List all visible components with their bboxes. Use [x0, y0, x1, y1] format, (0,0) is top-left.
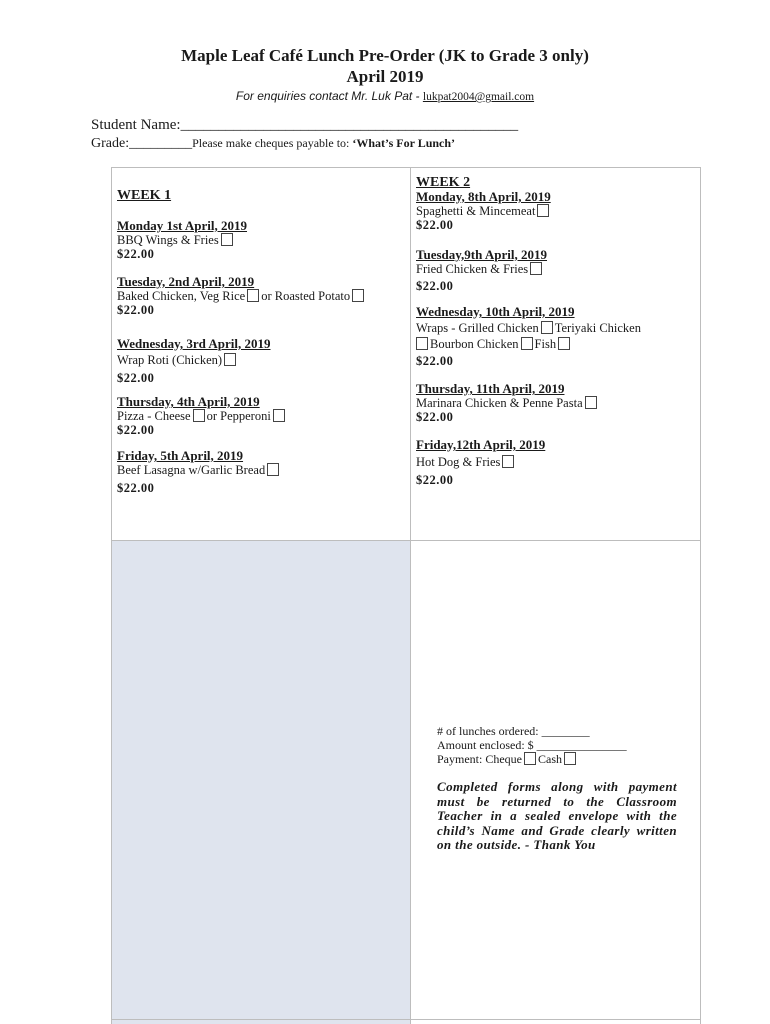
week2-cell [416, 176, 700, 487]
menu-item: Wrap Roti (Chicken) [117, 353, 223, 367]
menu-price: $22.00 [416, 218, 454, 232]
cash-checkbox[interactable] [564, 752, 576, 765]
order-checkbox[interactable] [502, 455, 514, 468]
order-checkbox[interactable] [558, 337, 570, 350]
table-column-divider [410, 167, 411, 1024]
week1-heading: WEEK 1 [117, 188, 172, 203]
menu-item-option: or Pepperoni [206, 409, 271, 423]
week2-day-date: Thursday, 11th April, 2019 [416, 381, 565, 396]
order-checkbox[interactable] [352, 289, 364, 302]
week2-day-date: Friday,12th April, 2019 [416, 437, 546, 452]
grade-label: Grade: [91, 136, 130, 151]
enquiry-line [0, 89, 770, 104]
week1-day-date: Monday 1st April, 2019 [117, 218, 248, 233]
table-row-divider-bottom [111, 1019, 701, 1020]
menu-price: $22.00 [416, 473, 454, 487]
menu-item: BBQ Wings & Fries [117, 233, 219, 247]
order-checkbox[interactable] [273, 409, 285, 422]
enquiry-text: For enquiries contact Mr. Luk Pat - [235, 89, 423, 103]
return-instructions: Completed forms along with payment must be returned to the Classroom Teacher in a sealed envelope with the child’s Name and Grade clearly written on the outside. - Thank You [437, 779, 677, 852]
order-checkbox[interactable] [530, 262, 542, 275]
grade-blank[interactable]: _________ [129, 136, 193, 151]
table-row-divider [111, 540, 701, 541]
table-border-left [111, 167, 112, 1024]
order-checkbox[interactable] [521, 337, 533, 350]
menu-item: Beef Lasagna w/Garlic Bread [117, 463, 266, 477]
week1-day-date: Thursday, 4th April, 2019 [117, 394, 260, 409]
menu-item: Baked Chicken, Veg Rice [117, 289, 246, 303]
order-checkbox[interactable] [224, 353, 236, 366]
amount-enclosed-field[interactable]: Amount enclosed: $ _______________ [437, 738, 627, 752]
menu-item: Spaghetti & Mincemeat [416, 204, 536, 218]
menu-price: $22.00 [117, 303, 155, 317]
order-checkbox[interactable] [416, 337, 428, 350]
order-summary [437, 724, 677, 853]
week1-day-date: Friday, 5th April, 2019 [117, 448, 244, 463]
week1-day-date: Wednesday, 3rd April, 2019 [117, 336, 271, 351]
cheque-note: Please make cheques payable to: [192, 136, 353, 150]
menu-price: $22.00 [416, 279, 454, 293]
week2-heading: WEEK 2 [416, 175, 471, 190]
student-name-field[interactable] [91, 117, 518, 134]
cash-label: Cash [537, 752, 562, 766]
menu-price: $22.00 [416, 410, 454, 424]
menu-price: $22.00 [117, 247, 155, 261]
order-checkbox[interactable] [193, 409, 205, 422]
week1-cell [117, 189, 407, 495]
menu-item: Marinara Chicken & Penne Pasta [416, 396, 583, 410]
week2-day-date: Tuesday,9th April, 2019 [416, 247, 548, 262]
menu-price: $22.00 [117, 481, 155, 495]
week1-day-date: Tuesday, 2nd April, 2019 [117, 274, 255, 289]
week2-day-date: Wednesday, 10th April, 2019 [416, 304, 575, 319]
menu-item: Hot Dog & Fries [416, 455, 501, 469]
menu-item-option: Fish [534, 337, 557, 351]
cheque-checkbox[interactable] [524, 752, 536, 765]
menu-price: $22.00 [416, 354, 454, 368]
menu-item: Pizza - Cheese [117, 409, 191, 423]
menu-item: Fried Chicken & Fries [416, 262, 529, 276]
student-name-label: Student Name: [91, 117, 181, 133]
lunches-ordered-field[interactable]: # of lunches ordered: ________ [437, 724, 590, 738]
menu-item-option: Bourbon Chicken [430, 337, 519, 351]
enquiry-email-link[interactable]: lukpat2004@gmail.com [422, 91, 535, 103]
payment-label: Payment: Cheque [437, 752, 522, 766]
order-checkbox[interactable] [585, 396, 597, 409]
menu-item-option: Teriyaki Chicken [554, 321, 641, 335]
order-checkbox[interactable] [541, 321, 553, 334]
menu-price: $22.00 [117, 423, 155, 437]
cheque-payee: ‘What’s For Lunch’ [352, 136, 456, 150]
order-checkbox[interactable] [537, 204, 549, 217]
grade-field[interactable] [91, 136, 455, 152]
week2-day-date: Monday, 8th April, 2019 [416, 189, 551, 204]
menu-price: $22.00 [117, 371, 155, 385]
form-month: April 2019 [346, 67, 424, 86]
menu-item-option: or Roasted Potato [261, 289, 351, 303]
payment-method [437, 752, 677, 766]
student-name-blank[interactable]: _____________________________________________ [180, 117, 519, 133]
menu-item: Wraps - Grilled Chicken [416, 321, 539, 335]
table-border-right [700, 167, 701, 1024]
table-border-top [111, 167, 701, 168]
order-checkbox[interactable] [221, 233, 233, 246]
order-checkbox[interactable] [267, 463, 279, 476]
form-title: Maple Leaf Café Lunch Pre-Order (JK to Grade 3 only) [181, 46, 589, 65]
shaded-cell [112, 541, 410, 1024]
order-checkbox[interactable] [247, 289, 259, 302]
